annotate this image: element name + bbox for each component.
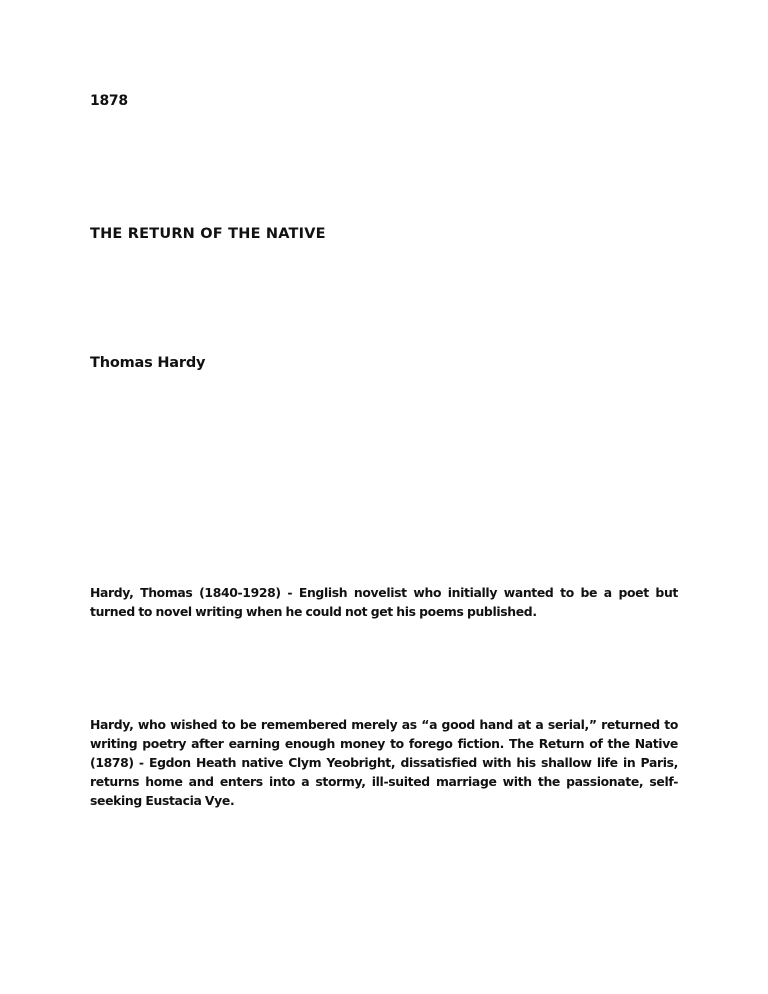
author-bio-paragraph: Hardy, Thomas (1840-1928) - English novelist who initially wanted to be a poet but turned to novel writing when he could not get his poems published.: [90, 585, 678, 619]
author-name: Thomas Hardy: [90, 355, 206, 371]
publication-year: 1878: [90, 93, 128, 109]
book-summary-paragraph: Hardy, who wished to be remembered merely as “a good hand at a serial,” returned to writing poetry after earning enough money to forego fiction. The Return of the Native (1878) - Egdon Heath native Clym Yeobright, dissatisfied with his shallow life in Paris, returns home and enters into a stormy, ill-suited marriage with the passionate, self-seeking Eustacia Vye.: [90, 717, 678, 808]
book-title: THE RETURN OF THE NATIVE: [90, 226, 326, 242]
